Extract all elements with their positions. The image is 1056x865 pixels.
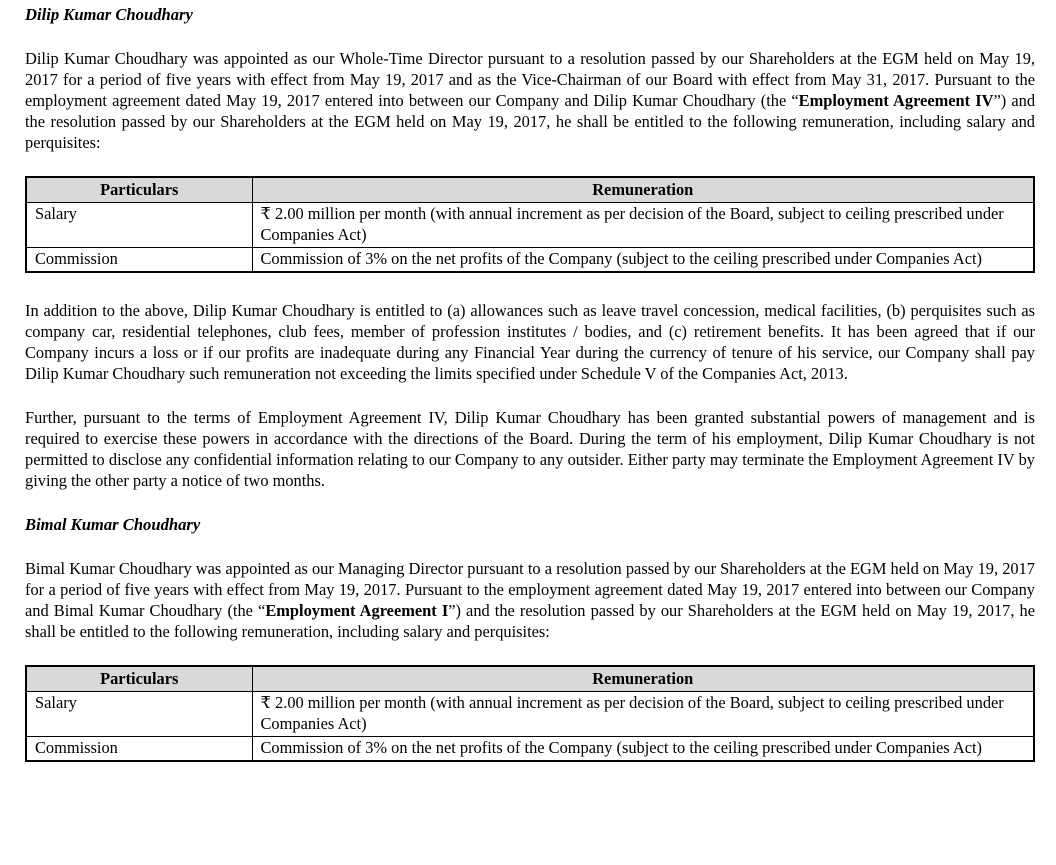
remuneration-table-dilip — [25, 176, 1035, 273]
remuneration-table-bimal — [25, 665, 1035, 762]
cell-remuneration-salary: ₹ 2.00 million per month (with annual increment as per decision of the Board, subject to ceiling prescribed under Companies Act) — [252, 692, 1034, 737]
defined-term-employment-agreement-iv: Employment Agreement IV — [798, 91, 994, 110]
paragraph-powers-dilip: Further, pursuant to the terms of Employment Agreement IV, Dilip Kumar Choudhary has been granted substantial powers of management and is required to exercise these powers in accordance with the directions of the Board. During the term of his employment, Dilip Kumar Choudhary is not permitted to disclose any confidential information relating to our Company to any outsider. Either party may terminate the Employment Agreement IV by giving the other party a notice of two months. — [25, 408, 1035, 490]
section-dilip-kumar-choudhary — [25, 4, 1035, 491]
intro-text-post: ”) and the resolution passed by our Shareholders at the EGM held on May 19, 2017, he shall be entitled to the following remuneration, including salary and perquisites: — [25, 91, 1036, 152]
paragraph-allowances-dilip: In addition to the above, Dilip Kumar Choudhary is entitled to (a) allowances such as leave travel concession, medical facilities, (b) perquisites such as company car, residential telephones, club fees, member of profession institutes / bodies, and (c) retirement benefits. It has been agreed that if our Company incurs a loss or if our profits are inadequate during any Financial Year during the currency of tenure of his service, our Company shall pay Dilip Kumar Choudhary such remuneration not exceeding the limits specified under Schedule V of the Companies Act, 2013. — [25, 301, 1035, 383]
intro-text-pre: Dilip Kumar Choudhary was appointed as our Whole-Time Director pursuant to a resolution passed by our Shareholders at the EGM held on May 19, 2017 for a period of five years with effect from May 19, 2017 and as the Vice-Chairman of our Board with effect from May 31, 2017. Pursuant to the employment agreement dated May 19, 2017 entered into between our Company and Dilip Kumar Choudhary (the “ — [25, 49, 1035, 110]
column-header-particulars: Particulars — [26, 666, 252, 692]
intro-paragraph-dilip — [25, 48, 1035, 153]
cell-particulars-salary: Salary — [26, 203, 252, 248]
intro-text-pre: Bimal Kumar Choudhary was appointed as our Managing Director pursuant to a resolution passed by our Shareholders at the EGM held on May 19, 2017 for a period of five years with effect from May 19, 2017. Pursuant to the employment agreement dated May 19, 2017 entered into between our Company and Bimal Kumar Choudhary (the “ — [25, 559, 1035, 620]
intro-paragraph-bimal — [25, 558, 1035, 642]
column-header-particulars: Particulars — [26, 177, 252, 203]
table-row-salary — [26, 692, 1034, 737]
intro-text-post: ”) and the resolution passed by our Shareholders at the EGM held on May 19, 2017, he shall be entitled to the following remuneration, including salary and perquisites: — [25, 601, 1036, 641]
section-heading-dilip: Dilip Kumar Choudhary — [25, 5, 193, 24]
section-bimal-kumar-choudhary — [25, 514, 1035, 762]
table-row-commission — [26, 737, 1034, 762]
column-header-remuneration: Remuneration — [252, 177, 1034, 203]
defined-term-employment-agreement-i: Employment Agreement I — [265, 601, 449, 620]
table-header-row — [26, 666, 1034, 692]
table-header-row — [26, 177, 1034, 203]
table-row-commission — [26, 248, 1034, 273]
cell-particulars-salary: Salary — [26, 692, 252, 737]
cell-remuneration-commission: Commission of 3% on the net profits of the Company (subject to the ceiling prescribed under Companies Act) — [252, 737, 1034, 762]
cell-remuneration-salary: ₹ 2.00 million per month (with annual increment as per decision of the Board, subject to ceiling prescribed under Companies Act) — [252, 203, 1034, 248]
cell-remuneration-commission: Commission of 3% on the net profits of the Company (subject to the ceiling prescribed under Companies Act) — [252, 248, 1034, 273]
table-row-salary — [26, 203, 1034, 248]
cell-particulars-commission: Commission — [26, 737, 252, 762]
column-header-remuneration: Remuneration — [252, 666, 1034, 692]
section-heading-bimal: Bimal Kumar Choudhary — [25, 515, 201, 534]
cell-particulars-commission: Commission — [26, 248, 252, 273]
